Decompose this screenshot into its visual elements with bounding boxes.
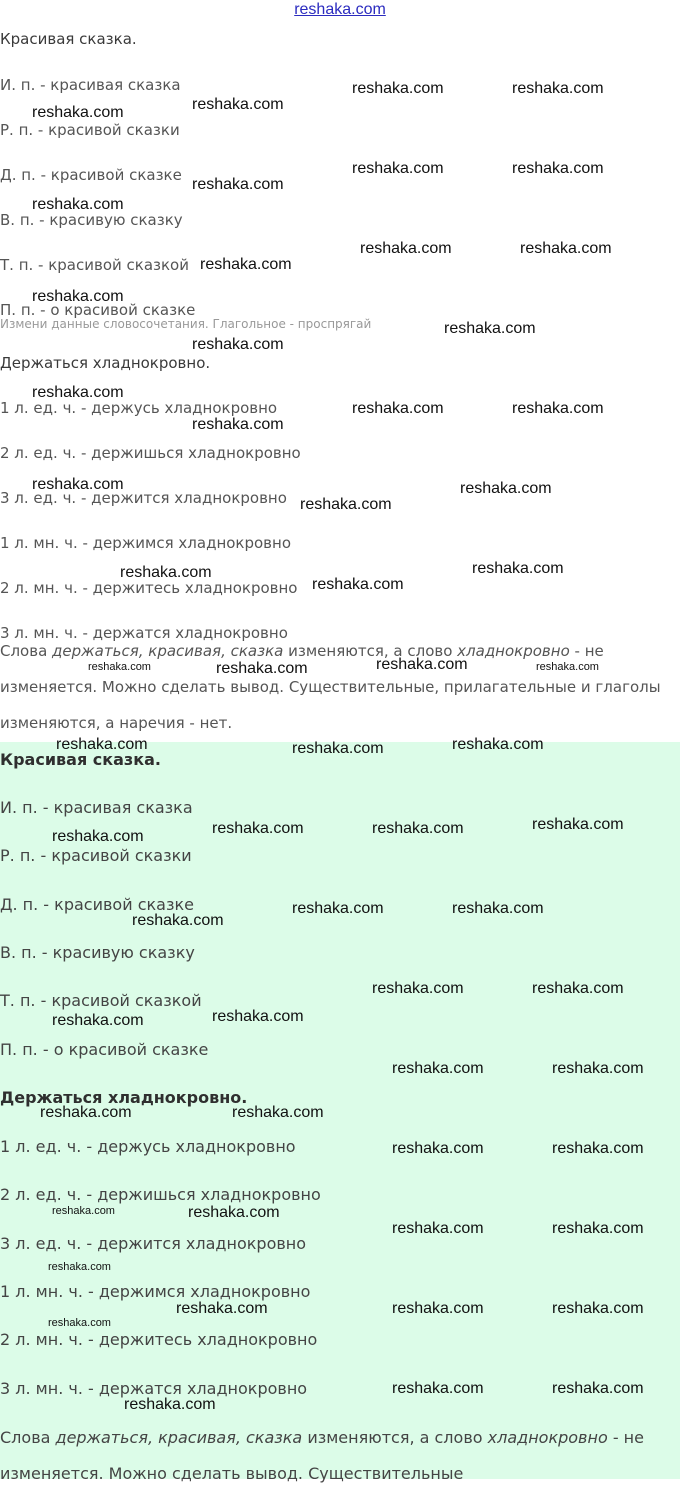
watermark: reshaka.com: [212, 1008, 304, 1025]
task-text-cut: Измени данные словосочетания. Глагольное - проспрягай: [0, 317, 372, 331]
watermark: reshaka.com: [192, 416, 284, 433]
conjugation-line: 1 л. ед. ч. - держусь хладнокровно: [0, 1137, 296, 1156]
case-line: Р. п. - красивой сказки: [0, 121, 180, 139]
watermark: reshaka.com: [120, 564, 212, 581]
phrase-title: Красивая сказка.: [0, 750, 161, 769]
site-link[interactable]: reshaka.com: [294, 1, 386, 18]
watermark: reshaka.com: [32, 476, 124, 493]
case-line: Д. п. - красивой сказке: [0, 895, 194, 914]
case-line: Д. п. - красивой сказке: [0, 166, 182, 184]
watermark: reshaka.com: [32, 384, 124, 401]
case-line: П. п. - о красивой сказке: [0, 301, 196, 319]
watermark: reshaka.com: [200, 256, 292, 273]
case-line: В. п. - красивую сказку: [0, 943, 195, 962]
watermark: reshaka.com: [124, 1396, 216, 1413]
verb-phrase-title: Держаться хладнокровно.: [0, 1088, 248, 1107]
case-line: Т. п. - красивой сказкой: [0, 991, 202, 1010]
watermark: reshaka.com: [452, 900, 544, 917]
watermark: reshaka.com: [552, 1140, 644, 1157]
watermark: reshaka.com: [532, 980, 624, 997]
watermark: reshaka.com: [176, 1300, 268, 1317]
watermark: reshaka.com: [40, 1104, 132, 1121]
watermark: reshaka.com: [512, 160, 604, 177]
watermark: reshaka.com: [52, 1012, 144, 1029]
conjugation-line: 1 л. ед. ч. - держусь хладнокровно: [0, 399, 278, 417]
conjugation-line: 1 л. мн. ч. - держимся хладнокровно: [0, 534, 292, 552]
case-line: Т. п. - красивой сказкой: [0, 256, 189, 274]
watermark: reshaka.com: [392, 1220, 484, 1237]
watermark: reshaka.com: [376, 656, 468, 673]
watermark: reshaka.com: [216, 660, 308, 677]
watermark: reshaka.com: [392, 1300, 484, 1317]
conjugation-line: 2 л. ед. ч. - держишься хладнокровно: [0, 444, 301, 462]
watermark: reshaka.com: [352, 160, 444, 177]
case-line: В. п. - красивую сказку: [0, 211, 183, 229]
watermark: reshaka.com: [300, 496, 392, 513]
watermark: reshaka.com: [392, 1060, 484, 1077]
watermark: reshaka.com: [312, 576, 404, 593]
watermark: reshaka.com: [352, 400, 444, 417]
watermark: reshaka.com: [212, 820, 304, 837]
verb-phrase-title: Держаться хладнокровно.: [0, 354, 211, 372]
watermark: reshaka.com: [132, 912, 224, 929]
case-line: Р. п. - красивой сказки: [0, 846, 192, 865]
conjugation-line: 3 л. ед. ч. - держится хладнокровно: [0, 489, 287, 507]
watermark: reshaka.com: [392, 1380, 484, 1397]
conclusion-paragraph: Слова держаться, красивая, сказка изменяются, а слово хладнокровно - не изменяется. Можно сделать вывод. Существительные, прилагательные и глаголы изменяются, а наречия - нет.: [0, 642, 661, 732]
watermark: reshaka.com: [372, 980, 464, 997]
watermark: reshaka.com: [192, 176, 284, 193]
watermark: reshaka.com: [48, 1317, 111, 1329]
conjugation-line: 3 л. мн. ч. - держатся хладнокровно: [0, 1379, 308, 1398]
conjugation-line: 2 л. мн. ч. - держитесь хладнокровно: [0, 579, 298, 597]
watermark: reshaka.com: [188, 1204, 280, 1221]
watermark: reshaka.com: [56, 736, 148, 753]
phrase-title: Красивая сказка.: [0, 30, 137, 48]
conjugation-line: 2 л. ед. ч. - держишься хладнокровно: [0, 1185, 321, 1204]
watermark: reshaka.com: [292, 740, 384, 757]
watermark: reshaka.com: [452, 736, 544, 753]
watermark: reshaka.com: [352, 80, 444, 97]
watermark: reshaka.com: [292, 900, 384, 917]
watermark: reshaka.com: [232, 1104, 324, 1121]
watermark: reshaka.com: [372, 820, 464, 837]
conjugation-line: 3 л. ед. ч. - держится хладнокровно: [0, 1234, 307, 1253]
case-line: И. п. - красивая сказка: [0, 76, 181, 94]
case-line: И. п. - красивая сказка: [0, 798, 193, 817]
conjugation-line-clipped: 3 л. мн. ч. - держатся хладнокровно: [0, 624, 288, 642]
watermark: reshaka.com: [444, 320, 536, 337]
watermark: reshaka.com: [536, 661, 599, 673]
watermark: reshaka.com: [32, 196, 124, 213]
watermark: reshaka.com: [520, 240, 612, 257]
watermark: reshaka.com: [552, 1220, 644, 1237]
watermark: reshaka.com: [192, 336, 284, 353]
watermark: reshaka.com: [552, 1060, 644, 1077]
watermark: reshaka.com: [192, 96, 284, 113]
watermark: reshaka.com: [32, 288, 124, 305]
watermark: reshaka.com: [512, 80, 604, 97]
conjugation-line: 2 л. мн. ч. - держитесь хладнокровно: [0, 1330, 318, 1349]
watermark: reshaka.com: [48, 1261, 111, 1273]
watermark: reshaka.com: [512, 400, 604, 417]
conjugation-line: 1 л. мн. ч. - держимся хладнокровно: [0, 1282, 311, 1301]
watermark: reshaka.com: [532, 816, 624, 833]
watermark: reshaka.com: [88, 661, 151, 673]
watermark: reshaka.com: [552, 1380, 644, 1397]
watermark: reshaka.com: [460, 480, 552, 497]
watermark: reshaka.com: [32, 104, 124, 121]
conclusion-paragraph: Слова держаться, красивая, сказка изменяются, а слово хладнокровно - не изменяется. Можно сделать вывод. Существительные: [0, 1428, 644, 1483]
case-line: П. п. - о красивой сказке: [0, 1040, 209, 1059]
watermark: reshaka.com: [52, 828, 144, 845]
watermark: reshaka.com: [552, 1300, 644, 1317]
watermark: reshaka.com: [52, 1205, 115, 1217]
watermark: reshaka.com: [472, 560, 564, 577]
watermark: reshaka.com: [392, 1140, 484, 1157]
watermark: reshaka.com: [360, 240, 452, 257]
